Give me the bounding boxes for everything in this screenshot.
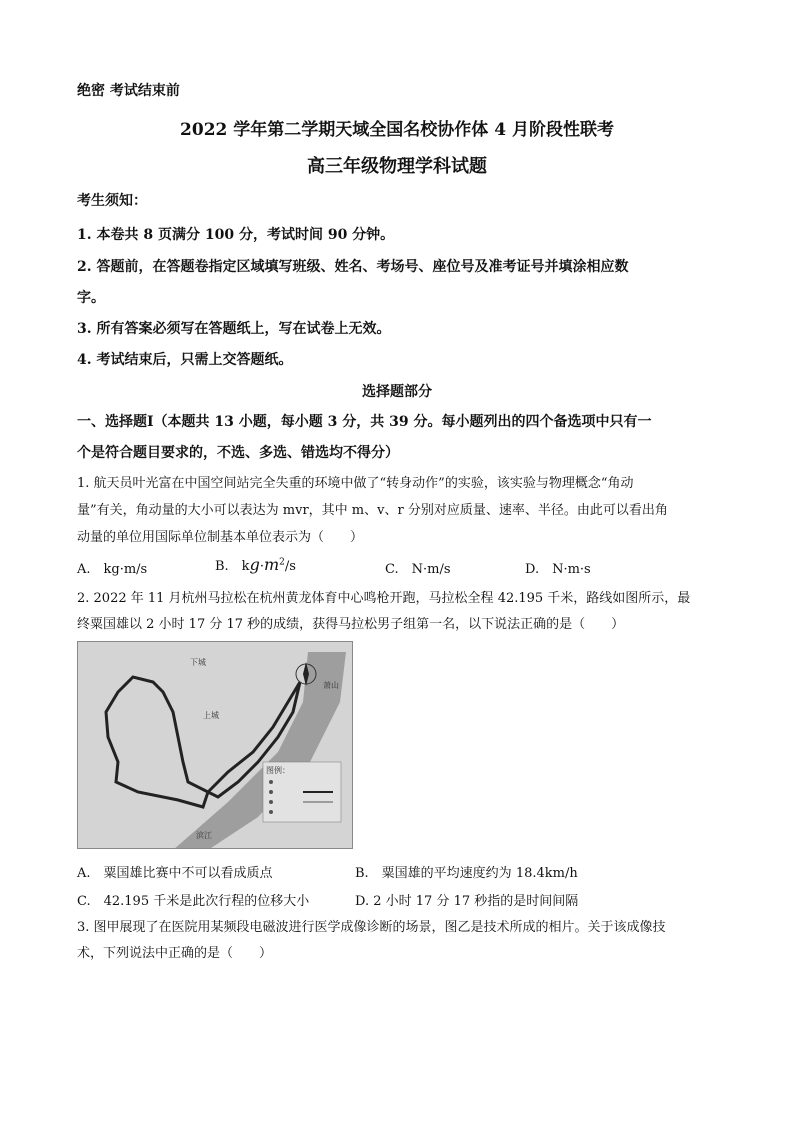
section-title: 选择题部分 xyxy=(362,384,432,400)
section-heading-line2: 个是符合题目要求的，不选、多选、错选均不得分） xyxy=(77,445,399,461)
map-label-xiacheng: 下城 xyxy=(190,658,206,667)
q1-option-b-prefix: B. k xyxy=(215,559,250,574)
q1-option-c: C. N·m/s xyxy=(385,562,451,577)
q1-line2: 量”有关，角动量的大小可以表达为 mvr，其中 m、v、r 分别对应质量、速率、半径。由此可以看出角 xyxy=(77,503,668,518)
q1-option-b-suffix: /s xyxy=(284,559,296,574)
map-label-binjiang: 滨江 xyxy=(196,831,212,840)
q1-option-b-g: g xyxy=(249,555,260,574)
secret-label: 绝密 考试结束前 xyxy=(77,83,180,99)
notice-item-4: 4. 考试结束后，只需上交答题纸。 xyxy=(77,352,293,368)
q1-line1: 1. 航天员叶光富在中国空间站完全失重的环境中做了“转身动作”的实验，该实验与物理概念“角动 xyxy=(77,476,634,491)
map-label-xiaoshan: 萧山 xyxy=(323,681,339,690)
q2-option-b: B. 粟国雄的平均速度约为 18.4km/h xyxy=(355,866,578,881)
q1-line3: 动量的单位用国际单位制基本单位表示为（ ） xyxy=(77,530,364,545)
q3-line2: 术，下列说法中正确的是（ ） xyxy=(77,946,273,961)
q2-line2: 终粟国雄以 2 小时 17 分 17 秒的成绩，获得马拉松男子组第一名，以下说法正确的是（ ） xyxy=(77,617,625,632)
q2-option-c: C. 42.195 千米是此次行程的位移大小 xyxy=(77,894,310,909)
q2-line1: 2. 2022 年 11 月杭州马拉松在杭州黄龙体育中心鸣枪开跑，马拉松全程 42.195 千米，路线如图所示，最 xyxy=(77,591,691,606)
notice-item-3: 3. 所有答案必须写在答题纸上，写在试卷上无效。 xyxy=(77,321,391,337)
q1-option-b-exp: 2 xyxy=(279,557,285,568)
map-legend-title: 图例： xyxy=(266,766,290,775)
notice-item-2: 2. 答题前，在答题卷指定区域填写班级、姓名、考场号、座位号及准考证号并填涂相应数 xyxy=(77,259,629,275)
exam-title: 2022 学年第二学期天域全国名校协作体 4 月阶段性联考 xyxy=(180,120,614,140)
q3-line1: 3. 图甲展现了在医院用某频段电磁波进行医学成像诊断的场景，图乙是技术所成的相片。关于该成像技 xyxy=(77,920,666,935)
map-label-shangcheng: 上城 xyxy=(203,711,219,720)
marathon-route-map xyxy=(77,641,353,849)
notice-item-1: 1. 本卷共 8 页满分 100 分，考试时间 90 分钟。 xyxy=(77,227,395,243)
q2-option-a: A. 粟国雄比赛中不可以看成质点 xyxy=(77,866,273,881)
q1-option-a: A. kg·m/s xyxy=(77,562,148,577)
map-graphic xyxy=(78,642,353,849)
q1-option-b-dot: · xyxy=(259,559,264,574)
notice-heading: 考生须知： xyxy=(77,193,147,209)
q1-option-b xyxy=(215,555,296,574)
section-heading-line1: 一、选择题Ⅰ（本题共 13 小题，每小题 3 分，共 39 分。每小题列出的四个备选项中只有一 xyxy=(77,414,652,430)
notice-item-2-cont: 字。 xyxy=(77,290,105,306)
q2-option-d: D. 2 小时 17 分 17 秒指的是时间间隔 xyxy=(355,894,579,909)
q1-option-d: D. N·m·s xyxy=(525,562,591,577)
exam-subtitle: 高三年级物理学科试题 xyxy=(307,156,487,177)
q1-option-b-m: m xyxy=(263,555,280,574)
